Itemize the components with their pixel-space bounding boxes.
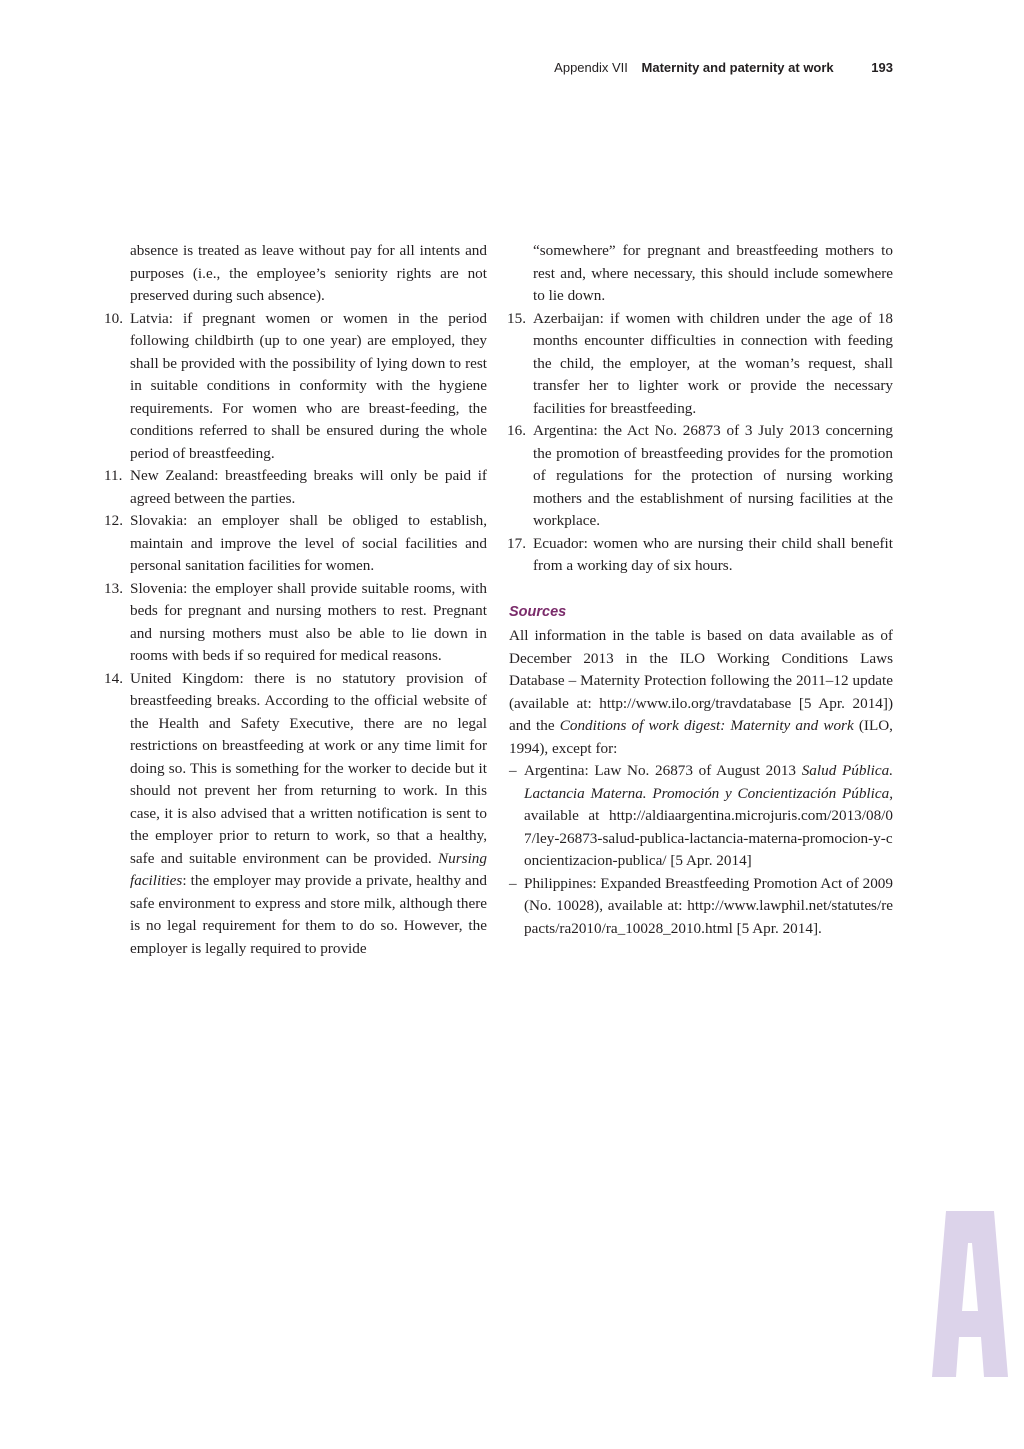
item-number: 12. <box>104 512 123 529</box>
list-item <box>106 668 487 961</box>
sources-intro-text: All information in the table is based on data available as of December 2013 in the ILO Working Conditions Laws Database – Maternity Protection following the 2011–12 update (available at: http://www.ilo.org/travdatabase [5 Apr. 2014]) and the <box>509 627 893 734</box>
item-number: 10. <box>104 309 123 327</box>
dash-marker: – <box>509 762 517 779</box>
item-text: Azerbaijan: if women with children under the age of 18 months encounter difficulties in connection with feeding the child, the employer, at the woman’s request, shall transfer her to lighter work or provide the necessary facilities for breastfeeding. <box>533 309 893 417</box>
list-item <box>106 578 487 668</box>
item-text: Ecuador: women who are nursing their child shall benefit from a working day of six hours. <box>533 534 893 574</box>
appendix-tab-letter <box>932 1211 1008 1377</box>
item-text: Slovenia: the employer shall provide suitable rooms, with beds for pregnant and nursing mothers to rest. Pregnant and nursing mothers must also be able to lie down in rooms with beds if so required for medical reasons. <box>130 579 487 664</box>
source-entry <box>509 873 893 941</box>
list-item <box>106 465 487 510</box>
digest-title: Conditions of work digest: Maternity and work <box>559 717 854 734</box>
list-item <box>106 510 487 578</box>
item-text: New Zealand: breastfeeding breaks will only be paid if agreed between the parties. <box>130 467 487 507</box>
continued-text: absence is treated as leave without pay for all intents and purposes (i.e., the employee’s seniority rights are not preserved during such absence). <box>130 242 487 304</box>
dash-marker: – <box>509 874 517 892</box>
law-title: Salud Pública. Lactancia Materna. Promoción y Concientización Pública <box>524 762 893 802</box>
item-number: 17. <box>507 534 526 552</box>
item-number: 14. <box>104 669 123 687</box>
appendix-letter-a-shape <box>932 1211 1008 1377</box>
item-number: 16. <box>507 422 526 439</box>
running-header <box>554 60 893 75</box>
list-item <box>509 533 893 578</box>
sources-intro <box>509 625 893 760</box>
header-chapter-title: Maternity and paternity at work <box>641 60 834 75</box>
left-column <box>106 240 487 960</box>
source-text: Argentina: Law No. 26873 of August 2013 <box>524 762 802 779</box>
right-column <box>509 240 893 940</box>
list-item <box>106 308 487 466</box>
item-number: 13. <box>104 579 123 597</box>
list-item <box>509 308 893 421</box>
item-text: United Kingdom: there is no statutory provision of breastfeeding breaks. According to the official website of the Health and Safety Executive, there are no legal restrictions on breastfeeding at work or any time limit for doing so. This is something for the worker to decide but it should not prevent her from returning to work. In this case, it is also advised that a written notification is sent to the employer prior to return to work, so that a healthy, safe and suitable environment can be provided. <box>130 669 487 867</box>
page-number: 193 <box>871 60 893 75</box>
source-entry <box>509 760 893 873</box>
item-text-continued: : the employer may provide a private, healthy and safe environment to express and store milk, although there is no legal requirement for them to do so. However, the employer is legally required to provide <box>130 872 487 957</box>
continued-text: “somewhere” for pregnant and breastfeeding mothers to rest and, where necessary, this should include somewhere to lie down. <box>533 242 893 304</box>
sources-heading: Sources <box>509 603 567 620</box>
nursing-facilities-label: Nursing facilities <box>130 849 487 889</box>
item-number: 15. <box>507 309 526 327</box>
header-section-label: Appendix VII <box>554 60 628 75</box>
list-item <box>509 420 893 533</box>
item-text: Argentina: the Act No. 26873 of 3 July 2013 concerning the promotion of breastfeeding provides for the promotion of regulations for the protection of nursing working mothers and the establishment of nursing facilities at the workplace. <box>533 422 893 529</box>
item-text: Slovakia: an employer shall be obliged to establish, maintain and improve the level of social facilities and personal sanitation facilities for women. <box>130 512 487 574</box>
source-text: Philippines: Expanded Breastfeeding Promotion Act of 2009 (No. 10028), available at: http://www.lawphil.net/statutes/repacts/ra2010/ra_10028_2010.html [5 Apr. 2014]. <box>524 874 893 937</box>
sources-intro-text-end: (ILO, 1994), except for: <box>509 717 893 757</box>
item-number: 11. <box>104 467 123 484</box>
item-text: Latvia: if pregnant women or women in the period following childbirth (up to one year) are employed, they shall be provided with the possibility of lying down to rest in suitable conditions in conformity with the hygiene requirements. For women who are breast-feeding, the conditions referred to shall be ensured during the whole period of breastfeeding. <box>130 309 487 462</box>
source-url-text: , available at http://aldiaargentina.microjuris.com/2013/08/07/ley-26873-salud-publica-lactancia-materna-promocion-y-concientizacion-publica/ [5 Apr. 2014] <box>524 784 893 869</box>
